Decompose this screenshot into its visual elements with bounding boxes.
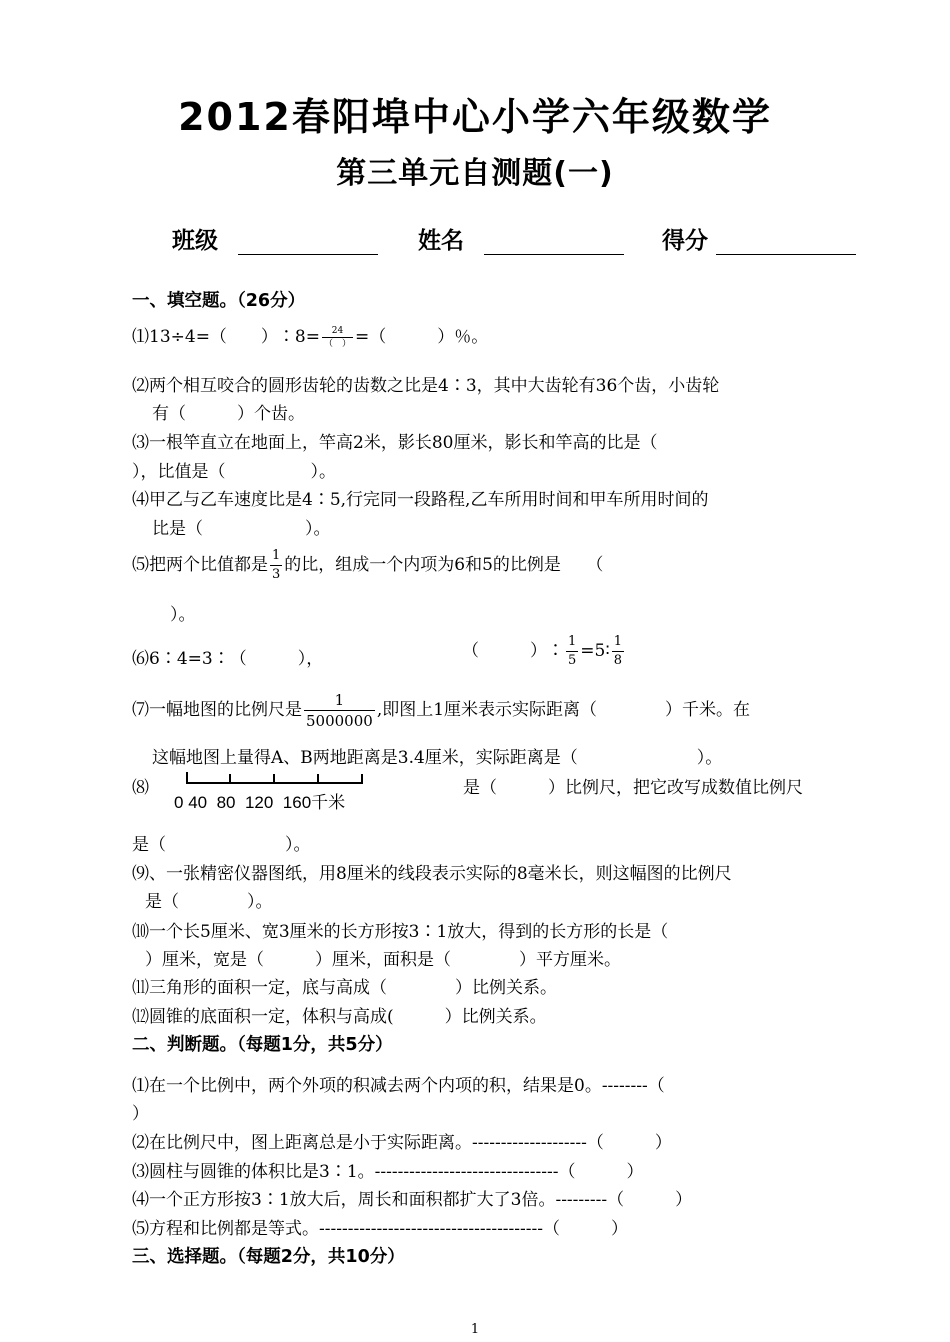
- section-fill-in-title: 一、填空题。（26分）: [132, 291, 306, 311]
- scale-tick: [186, 772, 188, 784]
- scale-tick: [317, 774, 319, 784]
- question-1: [132, 322, 488, 350]
- q7-text-a: ⑺一幅地图的比例尺是: [132, 700, 302, 720]
- q6-text-c: =5∶: [580, 641, 610, 661]
- q6-fraction-1: [566, 633, 578, 670]
- scale-label: 0: [174, 793, 184, 812]
- class-label: 班级: [172, 228, 218, 254]
- tf-question-2: ⑵在比例尺中，图上距离总是小于实际距离。--------------------（ ）: [132, 1133, 672, 1153]
- tf-question-4: ⑷一个正方形按3∶1放大后，周长和面积都扩大了3倍。---------（ ）: [132, 1190, 693, 1210]
- name-blank: [484, 232, 624, 255]
- score-field: [662, 222, 856, 255]
- question-5-line-2: ）。: [170, 605, 196, 625]
- q6-denominator-2: 8: [613, 653, 623, 668]
- q1-denominator: （ ）: [324, 339, 352, 349]
- question-6-part-a: ⑹6∶4=3∶（ ），: [132, 649, 324, 669]
- q5-numerator: 1: [270, 547, 282, 566]
- question-4-line-2: 比是（ ）。: [152, 519, 331, 539]
- tf-question-1-line-2: ）: [132, 1104, 149, 1124]
- scale-label: 120: [244, 793, 274, 812]
- line-scale-diagram: [172, 768, 372, 812]
- q7-numerator: 1: [304, 690, 375, 711]
- q7-fraction: [304, 690, 375, 731]
- q7-text-b: ,即图上1厘米表示实际距离（ ）千米。在: [376, 700, 751, 720]
- section-true-false-title: 二、判断题。（每题1分，共5分）: [132, 1035, 393, 1055]
- question-2-line-2: 有（ ）个齿。: [152, 404, 305, 424]
- tf-question-5: ⑸方程和比例都是等式。---------------------------------------（ ）: [132, 1219, 629, 1239]
- q6-numerator-1: 1: [566, 633, 578, 652]
- q5-text-b: 的比，组成一个内项为6和5的比例是 （: [284, 555, 604, 575]
- page-title: 2012春阳埠中心小学六年级数学: [178, 95, 772, 139]
- question-9-line-1: ⑼、一张精密仪器图纸，用8厘米的线段表示实际的8毫米长，则这幅图的比例尺: [132, 864, 732, 884]
- q1-text-b: =（ ）％。: [355, 327, 489, 347]
- page-subtitle: 第三单元自测题(一): [336, 156, 614, 191]
- question-7-line-2: 这幅地图上量得A、B两地距离是3.4厘米，实际距离是（ ）。: [152, 748, 723, 768]
- scale-tick: [229, 774, 231, 784]
- scale-label: 40: [188, 793, 208, 812]
- q6-text-b: （ ）∶: [462, 641, 564, 661]
- tf-question-3: ⑶圆柱与圆锥的体积比是3∶1。--------------------------------（ ）: [132, 1162, 644, 1182]
- class-blank: [238, 232, 378, 255]
- question-5: [132, 547, 603, 584]
- score-blank: [716, 232, 856, 255]
- question-8-line-2: 是（ ）。: [132, 835, 311, 855]
- question-4-line-1: ⑷甲乙与乙车速度比是4∶5,行完同一段路程,乙车所用时间和甲车所用时间的: [132, 490, 709, 510]
- question-11: ⑾三角形的面积一定，底与高成（ ）比例关系。: [132, 978, 557, 998]
- question-2-line-1: ⑵两个相互咬合的圆形齿轮的齿数之比是4∶3，其中大齿轮有36个齿，小齿轮: [132, 376, 720, 396]
- question-3-line-1: ⑶一根竿直立在地面上，竿高2米，影长80厘米，影长和竿高的比是（: [132, 433, 658, 453]
- name-label: 姓名: [418, 228, 464, 254]
- question-10-line-1: ⑽一个长5厘米、宽3厘米的长方形按3∶1放大，得到的长方形的长是（: [132, 922, 669, 942]
- q5-denominator: 3: [272, 567, 281, 582]
- scale-labels: [174, 788, 345, 813]
- scale-tick: [273, 774, 275, 784]
- q5-fraction: [270, 547, 282, 584]
- question-3-line-2: ），比值是（ ）。: [132, 462, 336, 482]
- question-8-text: 是（ ）比例尺，把它改写成数值比例尺: [463, 778, 803, 798]
- question-6-part-b: [462, 633, 626, 670]
- q1-text-a: ⑴13÷4=（ ）∶8=: [132, 327, 320, 347]
- section-multiple-choice-title: 三、选择题。（每题2分，共10分）: [132, 1247, 405, 1267]
- scale-label: 160千米: [282, 793, 346, 812]
- tf-question-1-line-1: ⑴在一个比例中，两个外项的积减去两个内项的积，结果是0。--------（: [132, 1076, 665, 1096]
- question-10-line-2: ）厘米，宽是（ ）厘米，面积是（ ）平方厘米。: [145, 950, 621, 970]
- question-8-label: ⑻: [132, 778, 149, 798]
- q1-fraction: [322, 325, 353, 350]
- q5-text-a: ⑸把两个比值都是: [132, 555, 268, 575]
- name-field: [418, 222, 624, 255]
- q6-denominator-1: 5: [568, 653, 577, 668]
- q6-numerator-2: 1: [612, 633, 624, 652]
- q1-numerator: 24: [322, 325, 353, 338]
- page-number: 1: [470, 1322, 480, 1337]
- question-7: [132, 690, 750, 731]
- question-9-line-2: 是（ ）。: [145, 892, 273, 912]
- scale-label: 80: [216, 793, 236, 812]
- class-field: [172, 222, 378, 255]
- q6-fraction-2: [612, 633, 624, 670]
- score-label: 得分: [662, 228, 708, 254]
- scale-tick: [361, 774, 363, 784]
- question-12: ⑿圆锥的底面积一定，体积与高成( ）比例关系。: [132, 1007, 547, 1027]
- q7-denominator: 5000000: [306, 712, 373, 730]
